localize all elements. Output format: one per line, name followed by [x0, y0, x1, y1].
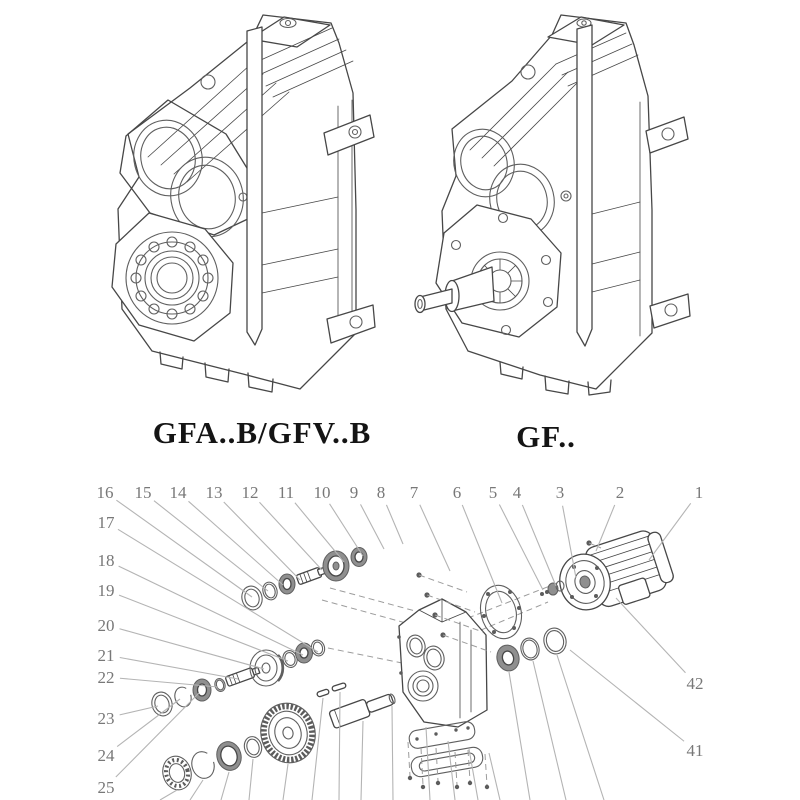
callout-number-7: 7 — [409, 483, 419, 502]
leader-line-13 — [224, 502, 300, 580]
label-gfa-gfv-b: GFA..B/GFV..B — [152, 415, 372, 450]
leader-line-41 — [570, 650, 684, 741]
callout-number-6: 6 — [452, 483, 462, 502]
exploded-view — [97, 483, 704, 800]
center-rib — [247, 27, 262, 345]
leader-line-21 — [120, 658, 238, 679]
callout-number-20: 20 — [97, 616, 115, 635]
callout-number-2: 2 — [615, 483, 625, 502]
leader-line-23 — [120, 706, 158, 715]
leader-line-5 — [499, 504, 543, 590]
leader-line-12 — [259, 502, 322, 570]
callout-number-21: 21 — [97, 646, 115, 665]
top-lug — [646, 117, 688, 153]
exploded-housing — [397, 599, 487, 727]
callout-number-4: 4 — [512, 483, 522, 502]
leader-line-7 — [420, 505, 450, 571]
bottom-lug — [650, 294, 690, 328]
leader-line-8 — [386, 505, 403, 544]
leader-line-24 — [117, 699, 180, 747]
leader-line-42 — [616, 598, 685, 673]
callout-number-13: 13 — [205, 483, 223, 502]
callout-number-23: 23 — [97, 709, 115, 728]
leader-line-19 — [119, 595, 288, 661]
input-shaft-parts — [239, 548, 367, 613]
exploded-motor — [554, 526, 677, 615]
callout-number-8: 8 — [376, 483, 386, 502]
leader-line-16 — [116, 500, 252, 597]
callout-number-22: 22 — [97, 668, 115, 687]
callout-number-11: 11 — [277, 483, 295, 502]
callout-number-12: 12 — [241, 483, 259, 502]
ball-bearing — [159, 753, 195, 793]
leader-line-18 — [119, 566, 303, 655]
callout-number-42: 42 — [686, 674, 704, 693]
callout-number-25: 25 — [97, 778, 115, 797]
callout-number-18: 18 — [97, 551, 115, 570]
center-rib — [577, 25, 592, 346]
callout-number-9: 9 — [349, 483, 359, 502]
leader-line-9 — [361, 504, 384, 549]
callout-number-1: 1 — [694, 483, 704, 502]
leader-line-20 — [119, 629, 264, 669]
callout-number-24: 24 — [97, 746, 115, 765]
leader-line-6 — [462, 505, 502, 603]
callout-number-10: 10 — [313, 483, 331, 502]
drawing-gfa-gfv-b — [112, 15, 375, 392]
callout-number-5: 5 — [488, 483, 498, 502]
callout-number-41: 41 — [686, 741, 704, 760]
callout-number-15: 15 — [134, 483, 152, 502]
callout-number-16: 16 — [96, 483, 114, 502]
callout-number-3: 3 — [555, 483, 565, 502]
callout-number-19: 19 — [97, 581, 115, 600]
key — [332, 682, 347, 691]
drawing-gf — [415, 15, 690, 395]
leader-line-11 — [295, 503, 344, 562]
leader-line-4 — [522, 505, 556, 586]
callout-number-14: 14 — [169, 483, 187, 502]
callout-number-17: 17 — [97, 513, 115, 532]
label-gf: GF.. — [516, 419, 576, 454]
helical-gear — [254, 697, 322, 770]
leader-line-10 — [330, 504, 363, 556]
leader-line-15 — [154, 501, 268, 591]
key — [317, 689, 330, 697]
